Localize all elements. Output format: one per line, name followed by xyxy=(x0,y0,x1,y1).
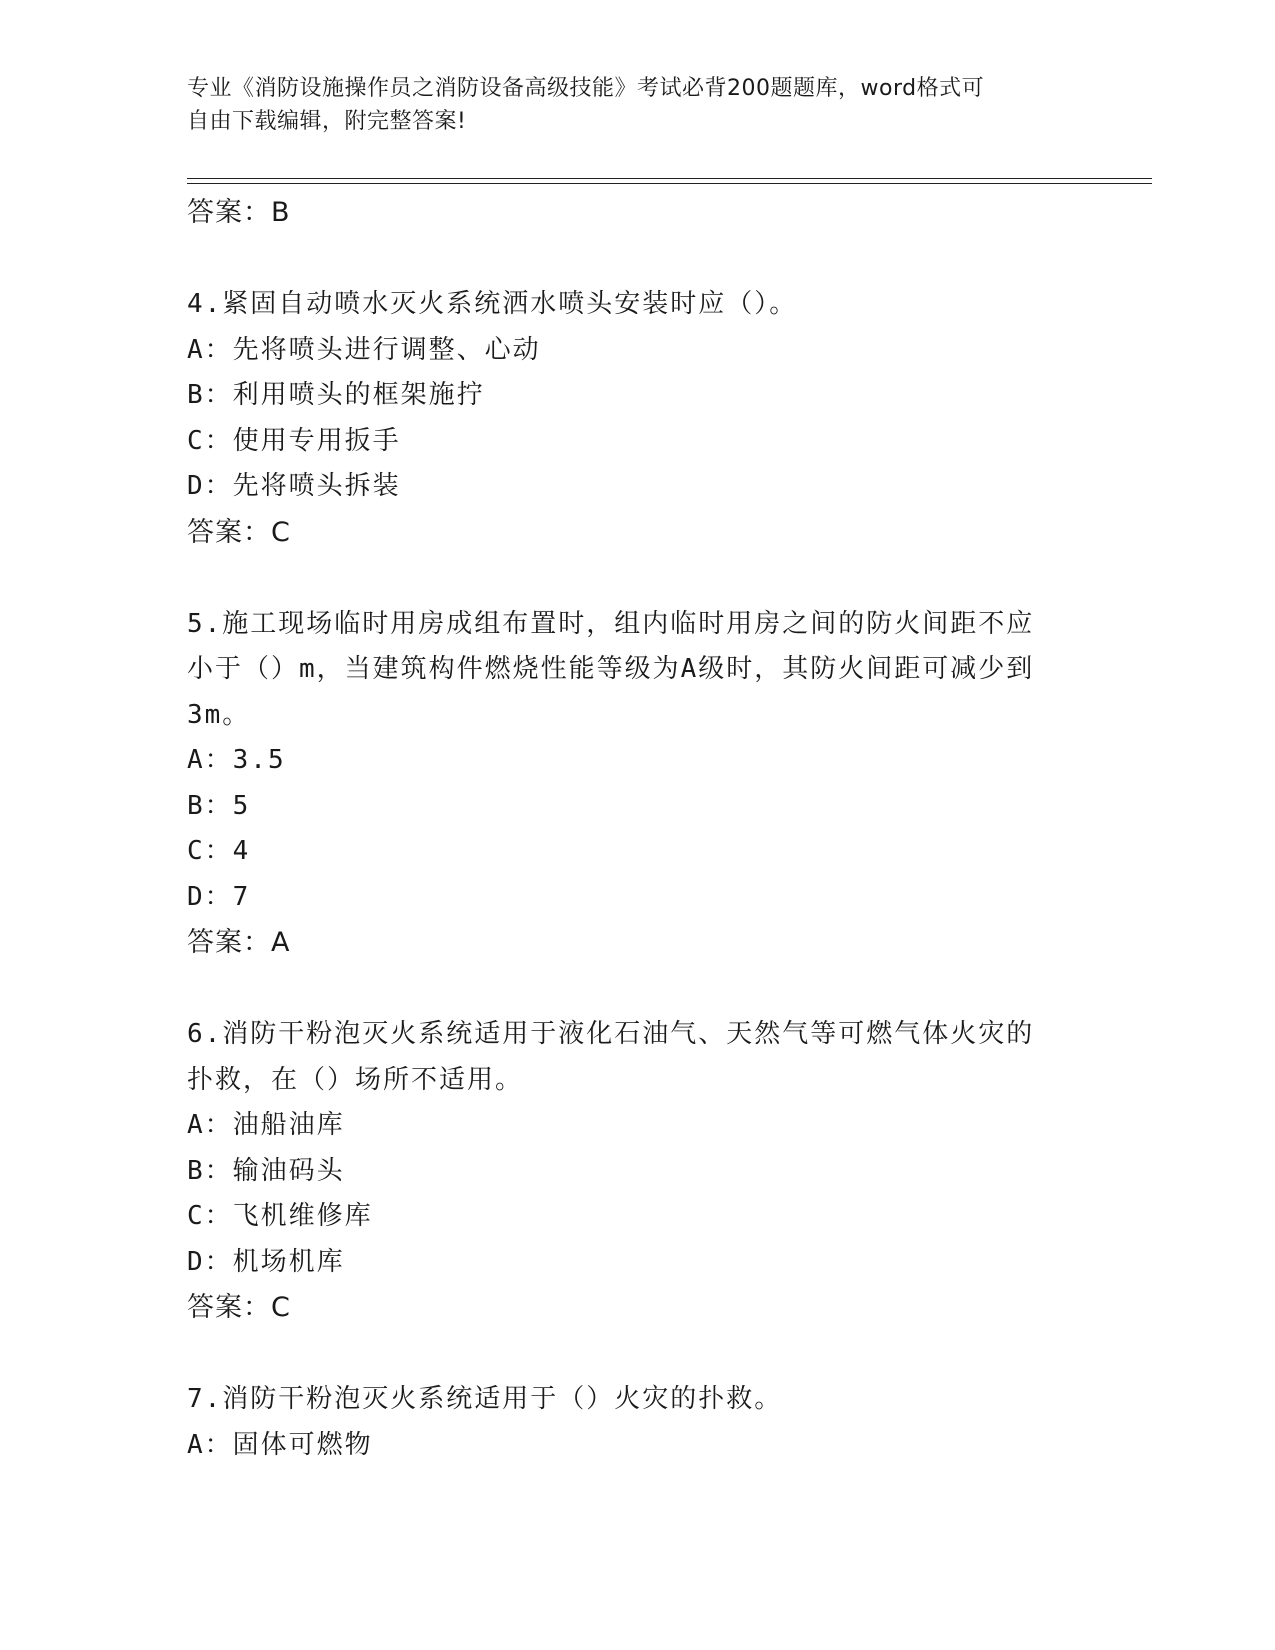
document-body xyxy=(187,190,1087,1468)
answer-line: 答案：C xyxy=(187,516,291,548)
document-header xyxy=(187,72,1067,138)
option-d: D：机场机库 xyxy=(187,1246,345,1277)
header-line-1: 专业《消防设施操作员之消防设备高级技能》考试必背200题题库，word格式可 xyxy=(187,76,985,101)
option-b: B：利用喷头的框架施拧 xyxy=(187,380,485,410)
question-text-line: 3m。 xyxy=(187,699,251,730)
option-b: B：输油码头 xyxy=(187,1155,345,1186)
option-b: B：5 xyxy=(187,790,251,821)
answer-line: 答案：B xyxy=(187,197,291,228)
option-a: A：先将喷头进行调整、心动 xyxy=(187,334,541,365)
question-5 xyxy=(187,602,1087,966)
header-rule-bottom xyxy=(187,183,1152,184)
question-6 xyxy=(187,1012,1087,1330)
question-4 xyxy=(187,282,1087,555)
option-c: C：4 xyxy=(187,836,251,866)
option-c: C：飞机维修库 xyxy=(187,1201,373,1231)
question-text-line: 小于（）m，当建筑构件燃烧性能等级为A级时，其防火间距可减少到 xyxy=(187,654,1035,684)
header-rule-top xyxy=(187,178,1152,179)
option-a: A：固体可燃物 xyxy=(187,1429,373,1460)
question-text: 7.消防干粉泡灭火系统适用于（）火灾的扑救。 xyxy=(187,1384,783,1414)
option-d: D：先将喷头拆装 xyxy=(187,471,401,501)
question-text-line: 5.施工现场临时用房成组布置时，组内临时用房之间的防火间距不应 xyxy=(187,608,1035,639)
question-text: 4.紧固自动喷水灭火系统洒水喷头安装时应（）。 xyxy=(187,289,798,319)
question-text-line: 6.消防干粉泡灭火系统适用于液化石油气、天然气等可燃气体火灾的 xyxy=(187,1019,1035,1049)
question-text-line: 扑救，在（）场所不适用。 xyxy=(187,1064,524,1095)
option-c: C：使用专用扳手 xyxy=(187,425,401,456)
header-line-2: 自由下载编辑，附完整答案! xyxy=(187,109,467,134)
answer-line: 答案：C xyxy=(187,1292,291,1323)
option-a: A：油船油库 xyxy=(187,1110,345,1140)
option-a: A：3.5 xyxy=(187,745,286,775)
option-d: D：7 xyxy=(187,881,251,912)
answer-line: 答案：A xyxy=(187,927,291,958)
question-7 xyxy=(187,1377,1087,1468)
